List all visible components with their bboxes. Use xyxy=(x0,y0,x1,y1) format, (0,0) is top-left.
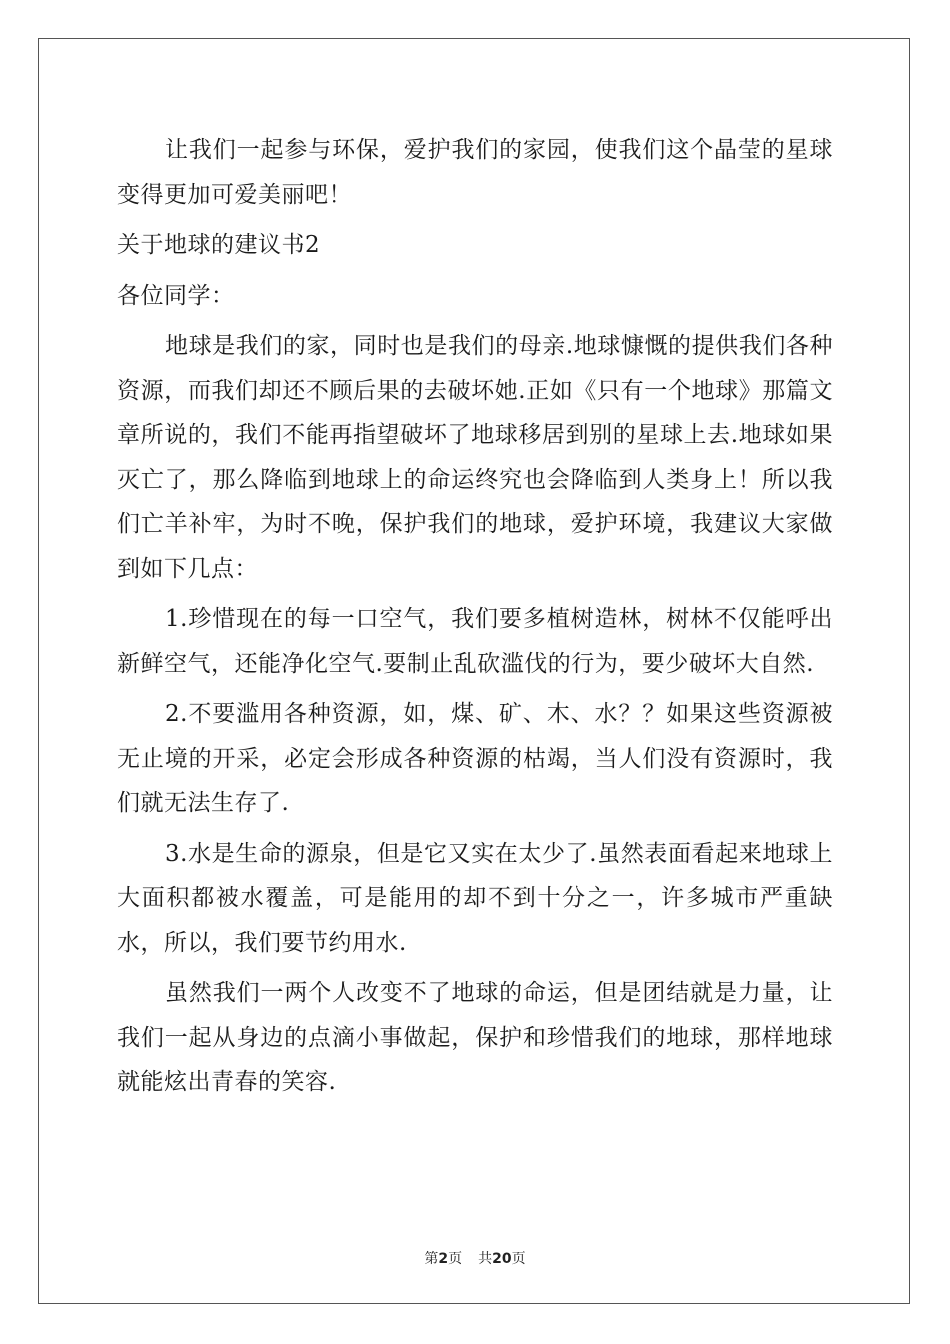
total-suffix: 页 xyxy=(511,1251,526,1267)
document-title: 关于地球的建议书2 xyxy=(117,232,321,258)
paragraph-conclusion: 虽然我们一两个人改变不了地球的命运，但是团结就是力量，让我们一起从身边的点滴小事做起，保护和珍惜我们的地球，那样地球就能炫出青春的笑容. xyxy=(117,980,833,1095)
total-prefix: 共 xyxy=(478,1251,493,1267)
paragraph-point-1: 1.珍惜现在的每一口空气，我们要多植树造林，树林不仅能呼出新鲜空气，还能净化空气.要制止乱砍滥伐的行为，要少破坏大自然. xyxy=(117,606,833,677)
paragraph-point-3: 3.水是生命的源泉，但是它又实在太少了.虽然表面看起来地球上大面积都被水覆盖，可是能用的却不到十分之一，许多城市严重缺水，所以，我们要节约用水. xyxy=(117,840,833,956)
total-pages: 20 xyxy=(492,1251,512,1267)
salutation: 各位同学： xyxy=(117,282,235,309)
page-footer xyxy=(0,1248,950,1268)
page-prefix: 第 xyxy=(424,1251,439,1267)
page-suffix: 页 xyxy=(448,1251,463,1267)
paragraph-point-2: 2.不要滥用各种资源，如，煤、矿、木、水？？如果这些资源被无止境的开采，必定会形成各种资源的枯竭，当人们没有资源时，我们就无法生存了. xyxy=(117,701,833,816)
paragraph-closing-call: 让我们一起参与环保，爱护我们的家园，使我们这个晶莹的星球变得更加可爱美丽吧！ xyxy=(117,137,833,208)
document-body xyxy=(117,128,833,1111)
page-number: 2 xyxy=(438,1251,449,1267)
paragraph-introduction: 地球是我们的家，同时也是我们的母亲.地球慷慨的提供我们各种资源，而我们却还不顾后果的去破坏她.正如《只有一个地球》那篇文章所说的，我们不能再指望破坏了地球移居到别的星球上去.地球如果灭亡了，那么降临到地球上的命运终究也会降临到人类身上！所以我们亡羊补牢，为时不晚，保护我们的地球，爱护环境，我建议大家做到如下几点： xyxy=(117,333,833,582)
